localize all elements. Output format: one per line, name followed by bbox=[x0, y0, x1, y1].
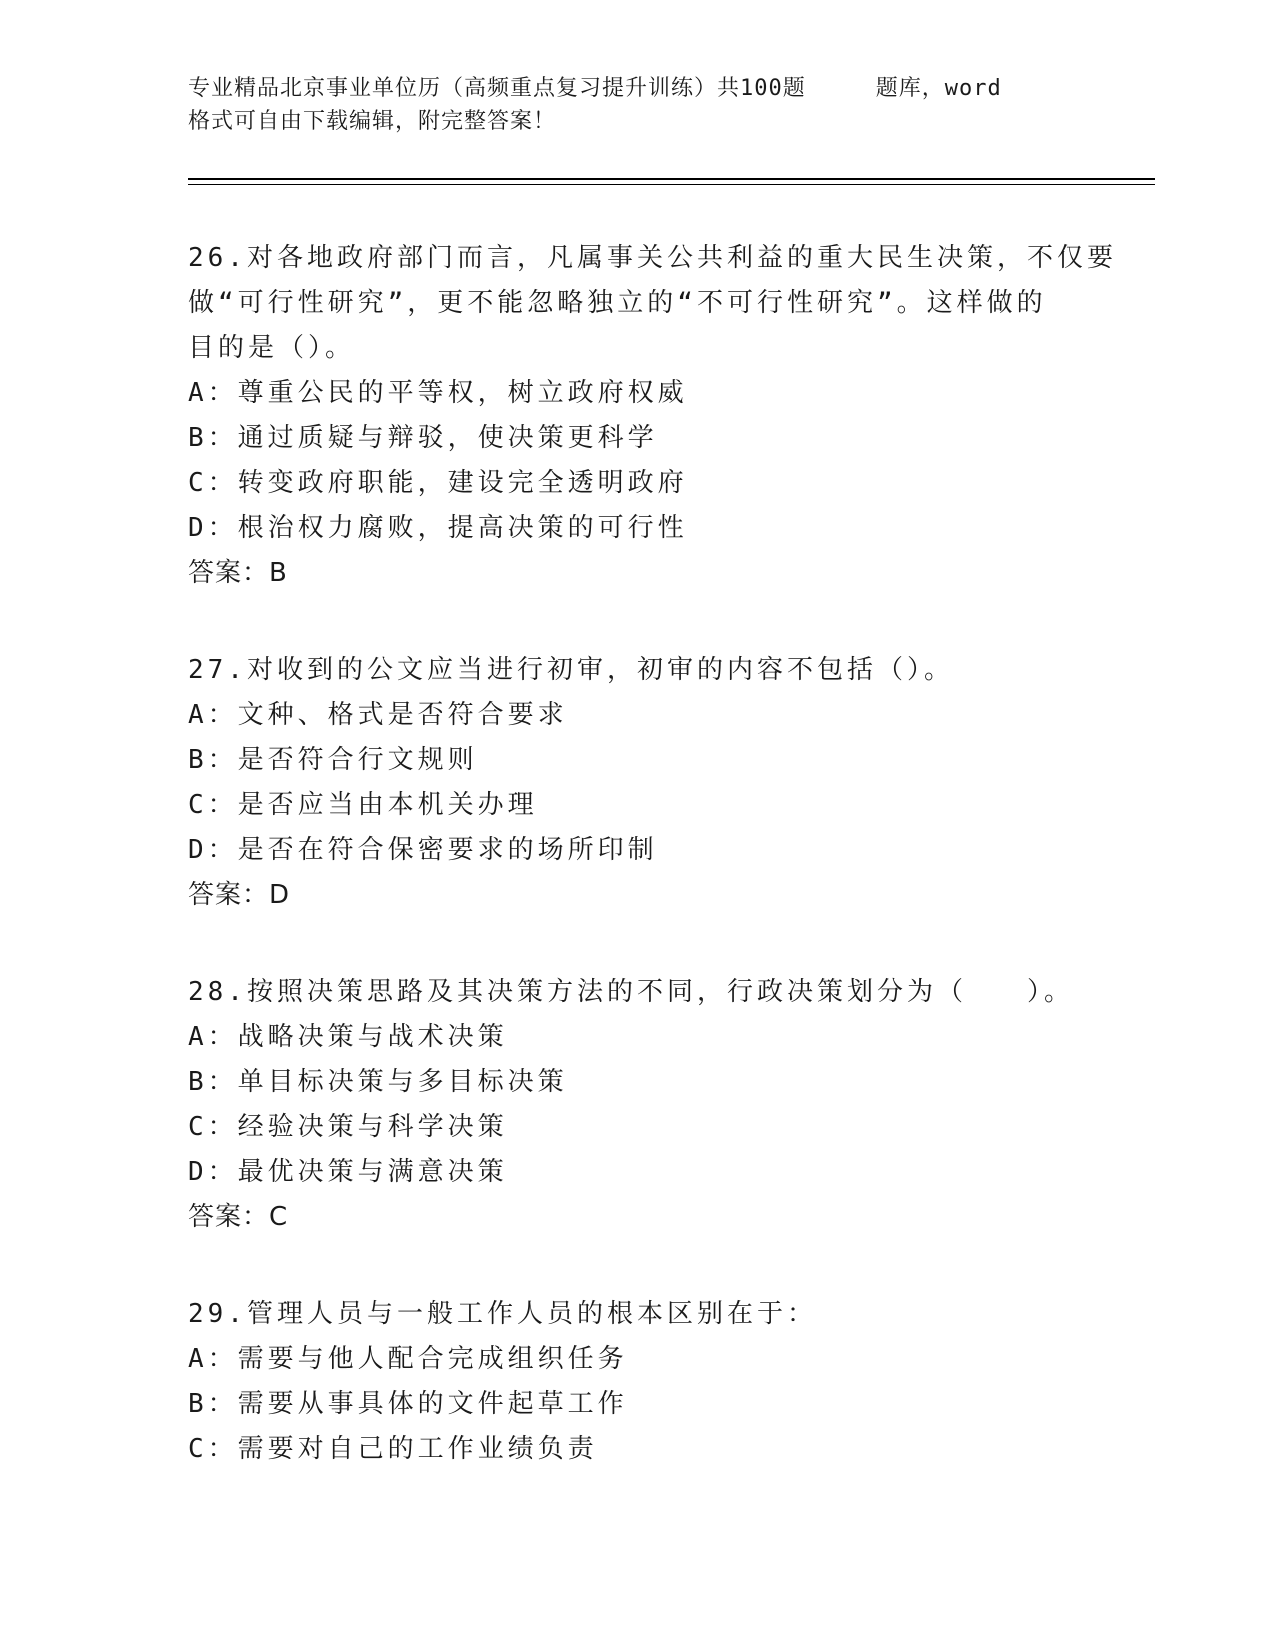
option-a: A：战略决策与战术决策 bbox=[188, 1022, 508, 1052]
question-27 bbox=[188, 648, 1088, 918]
option-b: B：需要从事具体的文件起草工作 bbox=[188, 1389, 628, 1419]
header-divider-thin bbox=[188, 184, 1155, 185]
option-d: D：根治权力腐败，提高决策的可行性 bbox=[188, 513, 688, 543]
question-stem: 29.管理人员与一般工作人员的根本区别在于： bbox=[188, 1299, 817, 1329]
question-stem: 做“可行性研究”，更不能忽略独立的“不可行性研究”。这样做的 bbox=[188, 288, 1047, 318]
option-c: C：是否应当由本机关办理 bbox=[188, 790, 538, 820]
option-b: B：单目标决策与多目标决策 bbox=[188, 1067, 568, 1097]
answer: 答案：C bbox=[188, 1202, 289, 1232]
option-d: D：最优决策与满意决策 bbox=[188, 1157, 508, 1187]
option-a: A：需要与他人配合完成组织任务 bbox=[188, 1344, 628, 1374]
question-stem: 26.对各地政府部门而言，凡属事关公共利益的重大民生决策，不仅要 bbox=[188, 243, 1117, 273]
question-28 bbox=[188, 970, 1088, 1240]
question-26 bbox=[188, 236, 1117, 596]
question-stem: 目的是（）。 bbox=[188, 333, 356, 363]
question-29 bbox=[188, 1292, 1088, 1472]
option-c: C：经验决策与科学决策 bbox=[188, 1112, 508, 1142]
option-a: A：文种、格式是否符合要求 bbox=[188, 700, 568, 730]
header-title-suffix: 题库，word bbox=[875, 76, 1002, 101]
option-c: C：转变政府职能，建设完全透明政府 bbox=[188, 468, 688, 498]
option-b: B：通过质疑与辩驳，使决策更科学 bbox=[188, 423, 658, 453]
question-stem: 27.对收到的公文应当进行初审，初审的内容不包括（）。 bbox=[188, 655, 954, 685]
header-title: 专业精品北京事业单位历（高频重点复习提升训练）共100题 bbox=[188, 76, 806, 101]
answer: 答案：D bbox=[188, 880, 291, 910]
question-stem: 28.按照决策思路及其决策方法的不同，行政决策划分为（ ）。 bbox=[188, 977, 1074, 1007]
option-d: D：是否在符合保密要求的场所印制 bbox=[188, 835, 658, 865]
header-divider-thick bbox=[188, 178, 1155, 180]
option-a: A：尊重公民的平等权，树立政府权威 bbox=[188, 378, 688, 408]
header-line-2: 格式可自由下载编辑，附完整答案！ bbox=[188, 109, 557, 134]
answer: 答案：B bbox=[188, 558, 288, 588]
option-b: B：是否符合行文规则 bbox=[188, 745, 478, 775]
option-c: C：需要对自己的工作业绩负责 bbox=[188, 1434, 598, 1464]
question-list bbox=[188, 236, 1117, 1524]
header-line-1 bbox=[188, 72, 1088, 105]
document-header bbox=[188, 72, 1088, 138]
